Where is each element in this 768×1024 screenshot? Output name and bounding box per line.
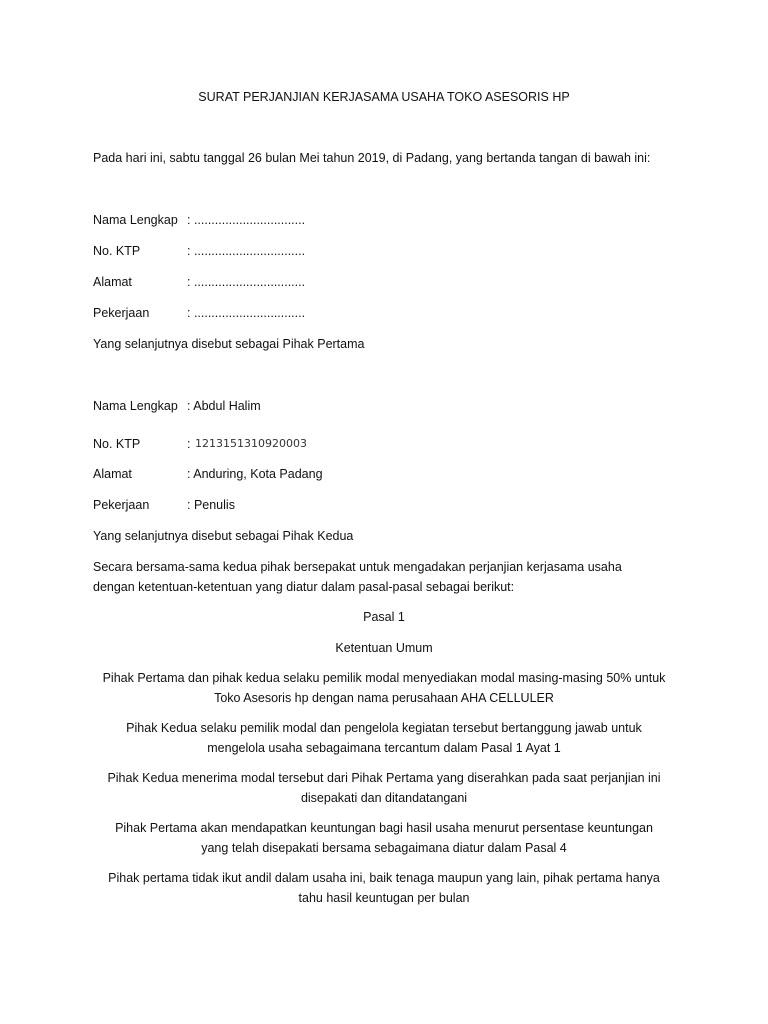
clause-line: Toko Asesoris hp dengan nama perusahaan AHA CELLULER	[214, 691, 554, 705]
clause-line: Pihak Pertama dan pihak kedua selaku pemilik modal menyediakan modal masing-masing 50% untuk	[102, 671, 666, 685]
document-title: SURAT PERJANJIAN KERJASAMA USAHA TOKO ASESORIS HP	[198, 90, 570, 104]
clause-line: Pihak Pertama akan mendapatkan keuntungan bagi hasil usaha menurut persentase keuntungan	[115, 821, 653, 835]
clause-line: Pihak Kedua selaku pemilik modal dan pengelola kegiatan tersebut bertanggung jawab untuk	[126, 721, 642, 735]
agreement-line-2: dengan ketentuan-ketentuan yang diatur dalam pasal-pasal sebagai berikut:	[93, 580, 515, 594]
second-party-designation: Yang selanjutnya disebut sebagai Pihak Kedua	[93, 529, 354, 543]
second-party-ktp-label: No. KTP	[93, 437, 141, 451]
clause-line: Pihak pertama tidak ikut andil dalam usaha ini, baik tenaga maupun yang lain, pihak pertama hanya	[108, 871, 660, 885]
first-party-name-label: Nama Lengkap	[93, 213, 178, 227]
intro-paragraph: Pada hari ini, sabtu tanggal 26 bulan Mei tahun 2019, di Padang, yang bertanda tangan di bawah ini:	[93, 151, 651, 165]
second-party-name-value: : Abdul Halim	[187, 399, 261, 413]
first-party-address-value: : ................................	[187, 275, 306, 289]
clause-line: disepakati dan ditandatangani	[300, 791, 468, 805]
second-party-job-value: : Penulis	[187, 498, 235, 512]
clause-line: tahu hasil keuntugan per bulan	[298, 891, 470, 905]
clause-line: yang telah disepakati bersama sebagaimana diatur dalam Pasal 4	[201, 841, 567, 855]
second-party-ktp-colon: :	[187, 437, 191, 451]
agreement-line-1: Secara bersama-sama kedua pihak bersepakat untuk mengadakan perjanjian kerjasama usaha	[93, 560, 622, 574]
second-party-address-value: : Anduring, Kota Padang	[187, 467, 323, 481]
first-party-ktp-label: No. KTP	[93, 244, 141, 258]
second-party-ktp-value: 1213151310920003	[195, 437, 307, 450]
second-party-name-label: Nama Lengkap	[93, 399, 178, 413]
pasal-title: Ketentuan Umum	[335, 641, 433, 655]
second-party-address-label: Alamat	[93, 467, 132, 481]
second-party-job-label: Pekerjaan	[93, 498, 150, 512]
first-party-name-value: : ................................	[187, 213, 306, 227]
clause-line: mengelola usaha sebagaimana tercantum dalam Pasal 1 Ayat 1	[207, 741, 561, 755]
pasal-number: Pasal 1	[363, 610, 405, 624]
first-party-job-label: Pekerjaan	[93, 306, 150, 320]
first-party-job-value: : ................................	[187, 306, 306, 320]
first-party-ktp-value: : ................................	[187, 244, 306, 258]
clause-line: Pihak Kedua menerima modal tersebut dari Pihak Pertama yang diserahkan pada saat perjanjian ini	[107, 771, 661, 785]
first-party-address-label: Alamat	[93, 275, 132, 289]
first-party-designation: Yang selanjutnya disebut sebagai Pihak Pertama	[93, 337, 365, 351]
